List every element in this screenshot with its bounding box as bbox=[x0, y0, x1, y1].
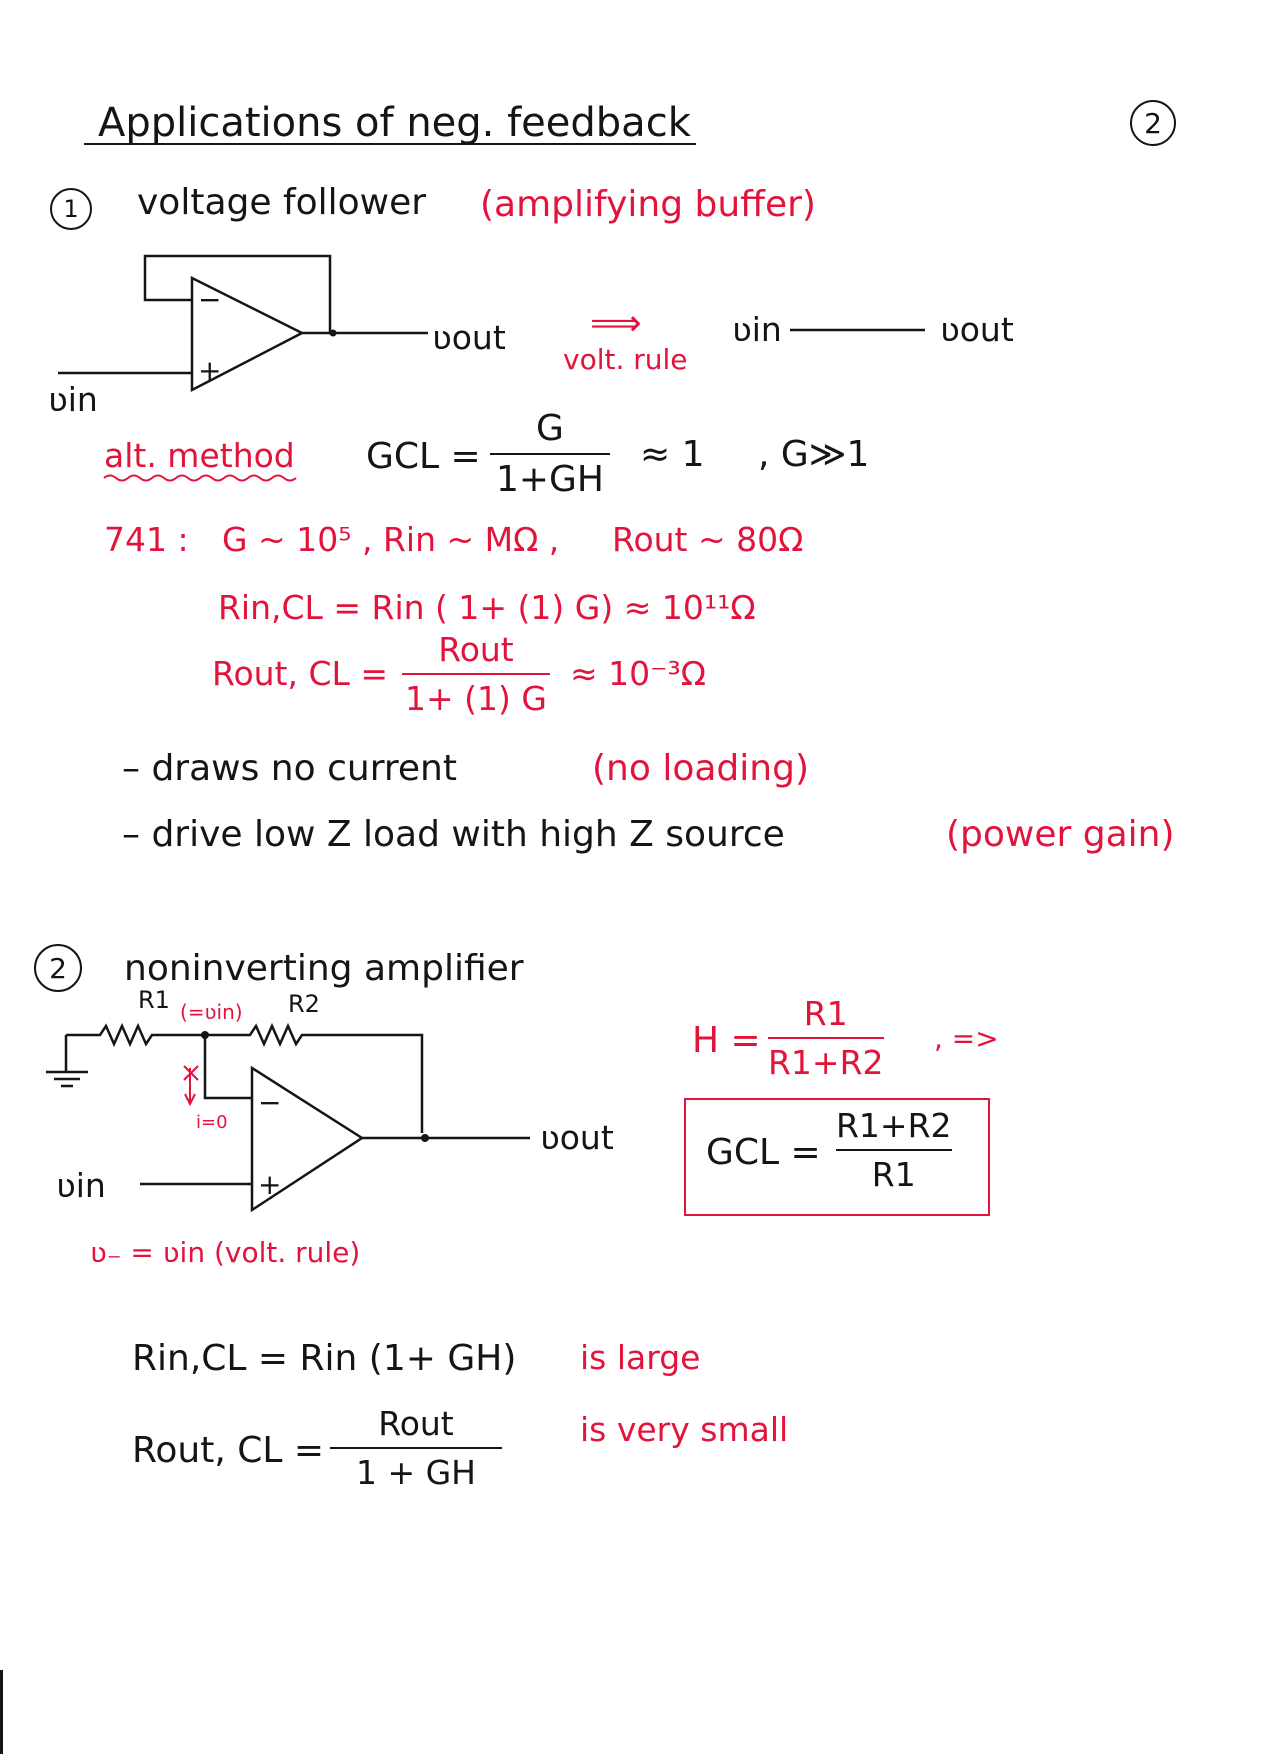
current-cross-2 bbox=[184, 1066, 198, 1080]
rin-cl-equation: Rin,CL = Rin ( 1+ (1) G) ≈ 10¹¹Ω bbox=[218, 588, 756, 627]
gcl2-fraction bbox=[836, 1106, 952, 1194]
r1-label: R1 bbox=[138, 986, 170, 1014]
rout-cl-fraction bbox=[402, 630, 550, 718]
section2-heading: noninverting amplifier bbox=[124, 948, 524, 989]
gcl-fraction bbox=[490, 408, 610, 500]
rout-cl-numerator: Rout bbox=[438, 630, 514, 669]
gcl2-numerator: R1+R2 bbox=[836, 1106, 952, 1145]
h-fraction bbox=[768, 994, 884, 1082]
rout-cl-approx: ≈ 10⁻³Ω bbox=[570, 654, 706, 693]
rout2-note: is very small bbox=[580, 1410, 789, 1449]
vout-label: ʋout bbox=[432, 318, 506, 357]
rout2-cl-denominator: 1 + GH bbox=[355, 1453, 476, 1492]
rout2-cl-fraction bbox=[330, 1404, 502, 1492]
bullet-no-current: – draws no current bbox=[122, 748, 457, 789]
node-voltage-note: (=ʋin) bbox=[180, 1000, 243, 1024]
gcl-denominator: 1+GH bbox=[495, 459, 605, 500]
spec-gain: G ~ 10⁵ bbox=[222, 520, 352, 559]
rout2-cl-fraction-bar bbox=[330, 1447, 502, 1449]
gcl-approx: ≈ 1 bbox=[640, 434, 705, 475]
rout2-cl-lhs: Rout, CL = bbox=[132, 1430, 325, 1471]
vin-label: ʋin bbox=[48, 380, 98, 419]
rout-cl-lhs: Rout, CL = bbox=[212, 654, 389, 693]
page-title: Applications of neg. feedback bbox=[98, 100, 691, 146]
current-arrowhead bbox=[185, 1094, 195, 1104]
h-denominator: R1+R2 bbox=[768, 1043, 884, 1082]
gcl2-lhs: GCL = bbox=[706, 1132, 821, 1173]
bullet-no-current-note: (no loading) bbox=[592, 748, 809, 789]
spec-rin: , Rin ~ MΩ , bbox=[362, 520, 560, 559]
title-underline bbox=[84, 143, 696, 145]
r2-zigzag bbox=[205, 1026, 422, 1133]
minus-input-wire bbox=[205, 1035, 252, 1098]
output-node bbox=[330, 330, 337, 337]
gcl2-denominator: R1 bbox=[871, 1155, 916, 1194]
bullet-power-gain-note: (power gain) bbox=[946, 814, 1175, 855]
opamp2-minus-label: − bbox=[258, 1086, 282, 1119]
gcl-lhs: GCL = bbox=[366, 436, 481, 477]
scan-edge-mark bbox=[0, 1670, 3, 1754]
feedback-node bbox=[201, 1031, 209, 1039]
current-cross-1 bbox=[184, 1066, 198, 1080]
opamp-minus-label: − bbox=[198, 283, 222, 316]
opamp2-plus-label: + bbox=[258, 1168, 282, 1201]
spec-rout: Rout ~ 80Ω bbox=[612, 520, 804, 559]
bullet-power-gain: – drive low Z load with high Z source bbox=[122, 814, 785, 855]
opamp-plus-label: + bbox=[198, 354, 222, 387]
feedback-wire bbox=[145, 256, 335, 333]
output2-node bbox=[421, 1134, 429, 1142]
equiv-vout-label: ʋout bbox=[940, 310, 1014, 349]
vout2-label: ʋout bbox=[540, 1118, 614, 1157]
gcl-fraction-bar bbox=[490, 453, 610, 455]
h-numerator: R1 bbox=[803, 994, 848, 1033]
rin2-note: is large bbox=[580, 1338, 701, 1377]
rout-cl-denominator: 1+ (1) G bbox=[405, 679, 547, 718]
vin2-label: ʋin bbox=[56, 1166, 106, 1205]
zero-current-label: i=0 bbox=[196, 1112, 228, 1133]
alt-method-label: alt. method bbox=[104, 436, 295, 475]
page-number: 2 bbox=[1130, 100, 1176, 146]
rout2-cl-numerator: Rout bbox=[378, 1404, 454, 1443]
implies-arrow: ⟹ bbox=[590, 303, 642, 344]
h-fraction-bar bbox=[768, 1037, 884, 1039]
section1-number: 1 bbox=[50, 188, 92, 230]
h-lhs: H = bbox=[692, 1020, 761, 1061]
rin2-cl-equation: Rin,CL = Rin (1+ GH) bbox=[132, 1338, 517, 1379]
gcl-condition: , G≫1 bbox=[758, 434, 870, 475]
spec-741-label: 741 : bbox=[104, 520, 189, 559]
rout-cl-fraction-bar bbox=[402, 673, 550, 675]
h-implies-arrow: , => bbox=[934, 1022, 999, 1055]
gcl-numerator: G bbox=[536, 408, 564, 449]
gcl2-fraction-bar bbox=[836, 1149, 952, 1151]
section1-heading-note: (amplifying buffer) bbox=[480, 184, 816, 225]
volt-rule-equation: ʋ₋ = ʋin (volt. rule) bbox=[90, 1236, 361, 1269]
volt-rule-note: volt. rule bbox=[563, 343, 688, 376]
r2-label: R2 bbox=[288, 990, 320, 1018]
equiv-vin-label: ʋin bbox=[732, 310, 782, 349]
r1-zigzag bbox=[66, 1026, 205, 1044]
section2-number: 2 bbox=[34, 944, 82, 992]
section1-heading: voltage follower bbox=[137, 182, 427, 223]
